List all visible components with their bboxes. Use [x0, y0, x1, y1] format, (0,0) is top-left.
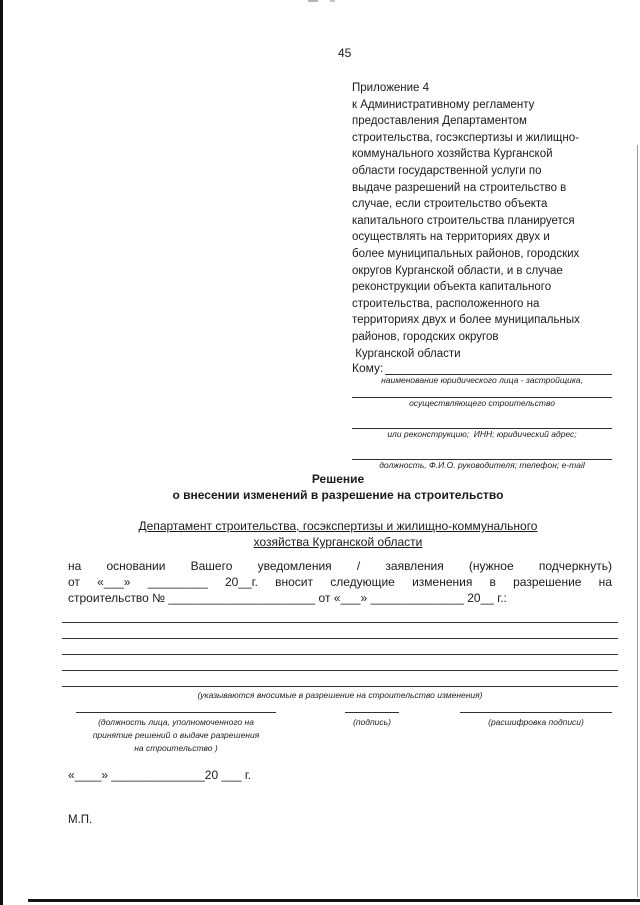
date-line: «____» ______________20 ___ г. — [68, 768, 252, 782]
signature-caption: (должность лица, уполномоченного на — [98, 717, 254, 727]
signature-position-column — [76, 712, 276, 755]
scan-left-border — [0, 0, 3, 905]
signature-sign-column — [320, 712, 424, 729]
signature-caption: (расшифровка подписи) — [488, 717, 584, 727]
header-line: территориях двух и более муниципальных — [352, 314, 580, 327]
header-line: осуществлять на территориях двух и — [352, 231, 550, 244]
document-title — [60, 471, 616, 550]
changes-caption: (указываются вносимые в разрешение на строительство изменения) — [197, 690, 483, 700]
body-line: строительство № ______________________ от «___» ______________ 20__ г.: — [68, 591, 507, 605]
header-line: предоставления Департаментом — [352, 115, 527, 128]
header-line: области государственной услуги по — [352, 164, 542, 177]
header-line: Курганской области — [352, 347, 461, 360]
signature-caption: принятие решений о выдаче разрешения — [92, 730, 260, 740]
scan-artifact — [330, 0, 335, 2]
header-line: реконструкции объекта капитального — [352, 281, 552, 294]
changes-fill-area — [62, 607, 618, 700]
header-line: округов Курганской области, и в случае — [352, 264, 563, 277]
scan-artifact — [308, 0, 318, 2]
addressee-row — [352, 361, 612, 375]
header-line: строительства, расположенного на — [352, 297, 540, 310]
department-name: Департамент строительства, госэкспертизы и жилищно-коммунального — [138, 519, 538, 533]
department-name: хозяйства Курганской области — [253, 535, 423, 549]
header-line: коммунального хозяйства Курганской — [352, 148, 553, 161]
addressee-fill-line — [352, 386, 612, 398]
body-line: на основании Вашего уведомления / заявления (нужное подчеркнуть) — [68, 559, 612, 573]
header-line: районов, городских округов — [352, 330, 499, 343]
scan-right-border — [637, 145, 638, 897]
addressee-block — [352, 361, 612, 471]
appendix-header — [352, 80, 618, 362]
header-line: строительства, госэкспертизы и жилищно- — [352, 131, 579, 144]
addressee-fill-line — [352, 409, 612, 429]
blank-fill-line — [62, 639, 618, 655]
stamp-placeholder: М.П. — [68, 814, 93, 826]
addressee-caption: должность, Ф.И.О. руководителя; телефон; e-mail — [379, 460, 585, 470]
header-line: Приложение 4 — [352, 82, 430, 94]
signature-caption: на строительство ) — [134, 743, 218, 753]
blank-fill-line — [62, 607, 618, 623]
addressee-fill-line — [352, 440, 612, 460]
header-line: к Административному регламенту — [352, 98, 535, 111]
header-line: капитального строительства планируется — [352, 214, 575, 227]
header-line: более муниципальных районов, городских — [352, 247, 580, 260]
signature-caption: (подпись) — [353, 717, 391, 727]
addressee-fill-line — [385, 361, 612, 375]
scan-bottom-border — [28, 899, 640, 902]
body-paragraph — [68, 558, 612, 606]
blank-fill-line — [62, 671, 618, 687]
title-line: о внесении изменений в разрешение на строительство — [172, 488, 504, 502]
addressee-caption: или реконструкцию; ИНН; юридический адрес; — [387, 429, 577, 439]
blank-fill-line — [62, 655, 618, 671]
body-line: от «___» _________ 20__г. вносит следующие изменения в разрешение на — [68, 575, 612, 589]
title-line: Решение — [311, 472, 365, 486]
blank-fill-line — [62, 623, 618, 639]
header-line: выдаче разрешений на строительство в — [352, 181, 567, 194]
header-line: случае, если строительство объекта — [352, 198, 548, 211]
addressee-label: Кому: — [352, 361, 384, 375]
page-number: 45 — [338, 46, 352, 60]
signature-name-column — [458, 712, 614, 729]
addressee-caption: наименование юридического лица - застройщика, — [381, 375, 583, 385]
addressee-caption: осуществляющего строительство — [409, 398, 555, 408]
